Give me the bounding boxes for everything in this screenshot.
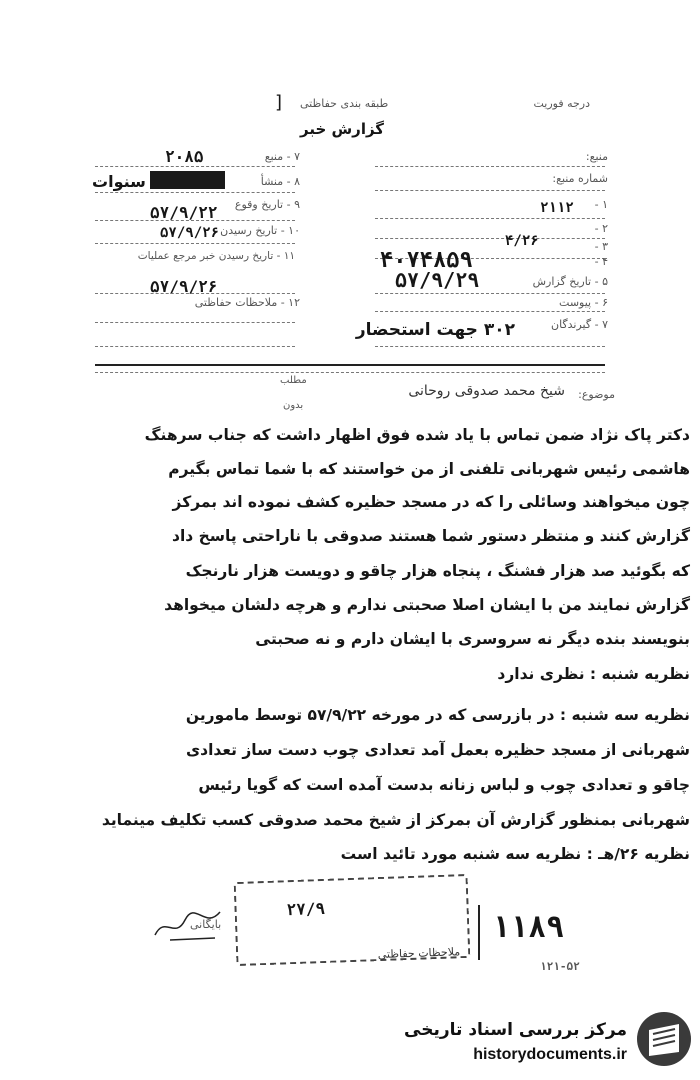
urgency-label: درجه فوریت <box>533 97 590 110</box>
subject-code-top: مطلب <box>280 375 307 386</box>
form-left-row8: ۸ - منشأ <box>260 175 300 188</box>
vertical-bar <box>478 905 480 960</box>
subject-value: شیخ محمد صدوقی روحانی <box>408 383 565 399</box>
body-line: شهربانی بمنظور گزارش آن بمرکز از شیخ محمد صدوقی کسب تکلیف مینماید <box>101 811 690 829</box>
dashed-line <box>95 192 295 193</box>
body-line: گزارش نمایند من با ایشان اصلا صحبتی ندارم و هرچه دلشان میخواهد <box>164 596 690 614</box>
stamp-label: ملاحظات حفاظتی <box>377 945 461 962</box>
body-line: هاشمی رئیس شهربانی تلفنی از من خواستند که با شما تماس بگیرم <box>168 460 690 478</box>
dashed-line <box>95 322 295 323</box>
watermark-logo <box>405 1000 695 1075</box>
dashed-line <box>375 166 605 167</box>
body-line: دکتر پاک نژاد ضمن تماس با یاد شده فوق اظهار داشت که جناب سرهنگ <box>144 426 690 444</box>
form-right-row3-value: ۴/۲۶ <box>505 233 539 249</box>
form-right-row5-label: ۵ - تاریخ گزارش <box>532 275 608 288</box>
dashed-line <box>375 293 605 294</box>
form-right-row1-label: ۱ - <box>594 198 608 211</box>
subject-label: موضوع: <box>578 388 615 401</box>
form-left-row8-value: سنوات <box>92 172 146 191</box>
body-line: که بگوئید صد هزار فشنگ ، پنجاه هزار چاقو و دویست هزار نارنجک <box>185 562 690 580</box>
body-line: شهربانی از مسجد حظیره بعمل آمد تعدادی چوب دست ساز تعدادی <box>185 741 690 759</box>
form-right-row6-label: ۶ - پیوست <box>559 296 608 309</box>
form-left-row11-value: ۵۷/۹/۲۶ <box>150 277 218 296</box>
dashed-line <box>375 346 605 347</box>
page-code: ۱۲۱-۵۲ <box>540 960 580 973</box>
form-right-source: منبع: <box>585 150 608 163</box>
form-left-row7: ۷ - منبع <box>264 150 300 163</box>
form-right-row4-value: ۴۰۷۴۸۵۹ <box>380 248 473 273</box>
body-line: نظریه سه شنبه : در بازرسی که در مورخه ۵۷/۹/۲۲ توسط مامورین <box>185 706 690 724</box>
form-right-row7-label: ۷ - گیرندگان <box>550 318 608 331</box>
form-left-row7-value: ۲۰۸۵ <box>165 147 204 166</box>
report-title: گزارش خبر <box>300 120 385 138</box>
form-left-row10-value: ۵۷/۹/۲۶ <box>160 225 220 241</box>
dashed-line <box>375 311 605 312</box>
watermark-name: مرکز بررسی اسناد تاریخی <box>404 1020 627 1040</box>
form-left-row10: ۱۰ - تاریخ رسیدن <box>220 224 300 237</box>
archive-stamp <box>234 874 471 966</box>
subject-code-bottom: بدون <box>283 400 304 411</box>
form-left-row9: ۹ - تاریخ وقوع <box>234 198 300 211</box>
form-right-source-number: شماره منبع: <box>552 172 608 185</box>
dashed-line <box>95 293 295 294</box>
form-right-row3-label: ۳ - <box>594 240 608 253</box>
form-right-row7-value: ۳۰۲ جهت استحضار <box>355 320 515 340</box>
form-right-row1-value: ۲۱۱۲ <box>540 200 574 216</box>
stamp-date: ۲۷/۹ <box>286 898 326 920</box>
dashed-line <box>95 166 295 167</box>
form-left-row11: ۱۱ - تاریخ رسیدن خبر مرجع عملیات <box>137 250 295 262</box>
dashed-line <box>95 220 295 221</box>
header-separator-dashed <box>95 372 605 373</box>
watermark-url: historydocuments.ir <box>473 1046 627 1063</box>
signature-note: بایگانی <box>190 918 222 931</box>
dashed-line <box>375 190 605 191</box>
body-line: نظریه شنبه : نظری ندارد <box>497 665 690 683</box>
form-right-row5-value: ۵۷/۹/۲۹ <box>395 268 480 292</box>
classification-label: طبقه بندی حفاظتی <box>300 97 389 110</box>
form-left-row12: ۱۲ - ملاحظات حفاظتی <box>194 296 300 309</box>
document-number: ۱۱۸۹ <box>492 910 565 945</box>
body-line: گزارش کنند و منتظر دستور شما هستند صدوقی با ناراحتی پاسخ داد <box>171 527 690 545</box>
form-right-row2-label: ۲ - <box>594 222 608 235</box>
dashed-line <box>375 238 605 239</box>
form-right-row4-label: ۴ - <box>594 255 608 268</box>
body-line: چاقو و تعدادی چوب و لباس زنانه بدست آمده است که گویا رئیس <box>198 776 690 794</box>
redaction-block <box>150 171 225 189</box>
form-left-row9-value: ۵۷/۹/۲۲ <box>150 203 218 222</box>
body-line: بنویسند بنده دیگر نه سروسری با ایشان دارم و نه صحبتی <box>255 630 690 648</box>
header-separator <box>95 364 605 366</box>
body-line: نظریه ۲۶/هـ : نظریه سه شنبه مورد تائید است <box>340 845 690 863</box>
bracket-mark: ] <box>275 92 283 113</box>
body-line: چون میخواهند وسائلی را که در مسجد حظیره کشف نموده اند بمرکز <box>172 493 690 511</box>
dashed-line <box>95 346 295 347</box>
dashed-line <box>95 243 295 244</box>
dashed-line <box>375 218 605 219</box>
archive-logo-icon <box>635 1010 693 1068</box>
